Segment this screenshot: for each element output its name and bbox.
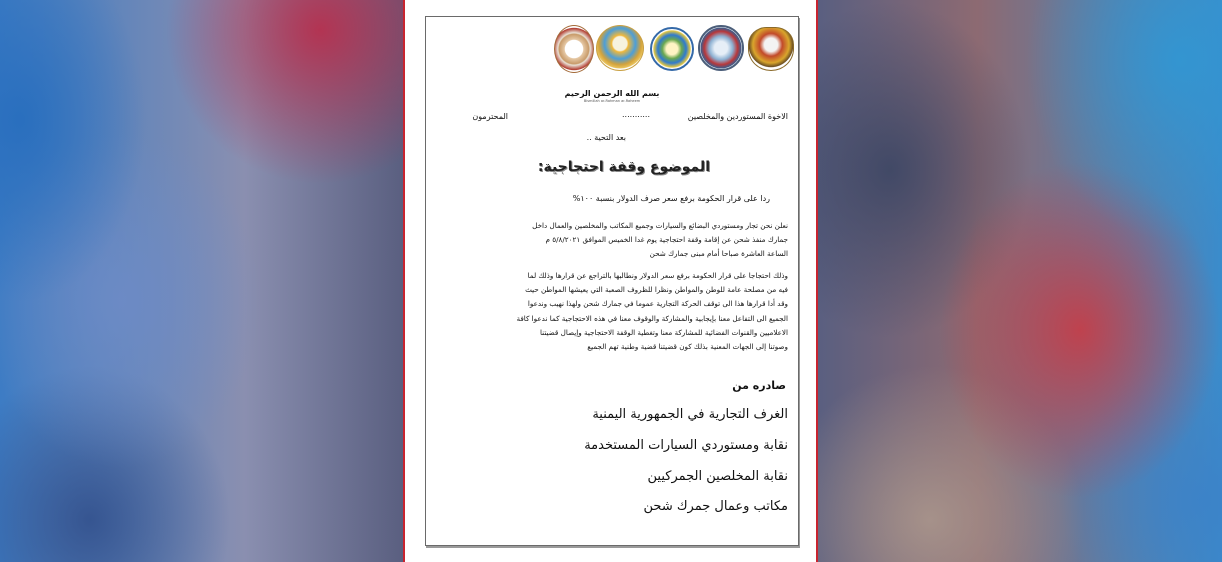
emblem-logo-3 xyxy=(650,27,694,71)
organization-shahn-customs: مكاتب وعمال جمرك شحن xyxy=(643,499,788,514)
emblem-logo-4 xyxy=(698,25,744,71)
addressee-line: الاخوة المستوردين والمخلصين xyxy=(687,112,788,121)
organization-chambers: الغرف التجارية في الجمهورية اليمنية xyxy=(592,407,788,422)
reason-paragraph xyxy=(434,269,788,354)
basmala-subtext: Bismillah ar-Rahman ar-Raheem xyxy=(583,99,641,103)
issued-by-label: صادره من xyxy=(732,379,786,392)
announcement-paragraph xyxy=(434,219,788,262)
paragraph-line: وقد أدا قرارها هذا الى توقف الحركة التجارية عموما في جمارك شحن ولهذا نهيب وندعوا xyxy=(527,299,788,309)
paragraph-line: نعلن نحن تجار ومستوردي البضائع والسيارات وجميع المكاتب والمخلصين والعمال داخل xyxy=(532,221,788,230)
emblem-logo-5 xyxy=(748,27,794,71)
organization-customs-brokers: نقابة المخلصين الجمركيين xyxy=(647,469,788,484)
intro-paragraph: ردا على قرار الحكومة برفع سعر صرف الدولار بنسبة ١٠٠% xyxy=(572,194,770,203)
logo-row xyxy=(554,23,796,75)
paragraph-line: وصوتنا إلى الجهات المعنية بذلك كون قضيتنا قضية وطنية تهم الجميع xyxy=(587,342,788,352)
subject-heading: الموضوع وقفة احتجاجية: xyxy=(537,159,710,175)
paragraph-line: فيه من مصلحة عامة للوطن والمواطن ونظرا للظروف الصعبة التي يعيشها المواطن حيث xyxy=(525,285,788,295)
paragraph-line: وذلك احتجاجا على قرار الحكومة برفع سعر الدولار ونطالبها بالتراجع عن قرارها وذلك لما xyxy=(527,271,788,280)
paragraph-line: الجميع الى التفاعل معنا بإيجابية والمشاركة والوقوف معنا في هذه الاحتجاجية كما ندعوا كافة xyxy=(516,313,788,323)
paragraph-line: الاعلاميين والقنوات الفضائية للمشاركة معنا وتغطية الوقفة الاحتجاجية وإيصال قضيتنا xyxy=(539,327,788,337)
paragraph-line: الساعة العاشرة صباحا أمام مبنى جمارك شحن xyxy=(649,249,788,259)
basmala-heading: بسم الله الرحمن الرحيم xyxy=(564,89,660,98)
addressee-dots: ........... xyxy=(622,110,650,119)
emblem-logo-1 xyxy=(554,25,594,73)
respected-label: المحترمون xyxy=(472,112,508,121)
organization-car-importers: نقابة ومستوردي السيارات المستخدمة xyxy=(584,438,788,453)
greeting-line: بعد التحية .. xyxy=(586,133,626,142)
document-page xyxy=(425,16,799,546)
emblem-logo-2 xyxy=(596,25,644,71)
paragraph-line: جمارك منفذ شحن عن إقامة وقفة احتجاجية يوم غدا الخميس الموافق ٥/٨/٢٠٢١ م xyxy=(545,235,788,245)
